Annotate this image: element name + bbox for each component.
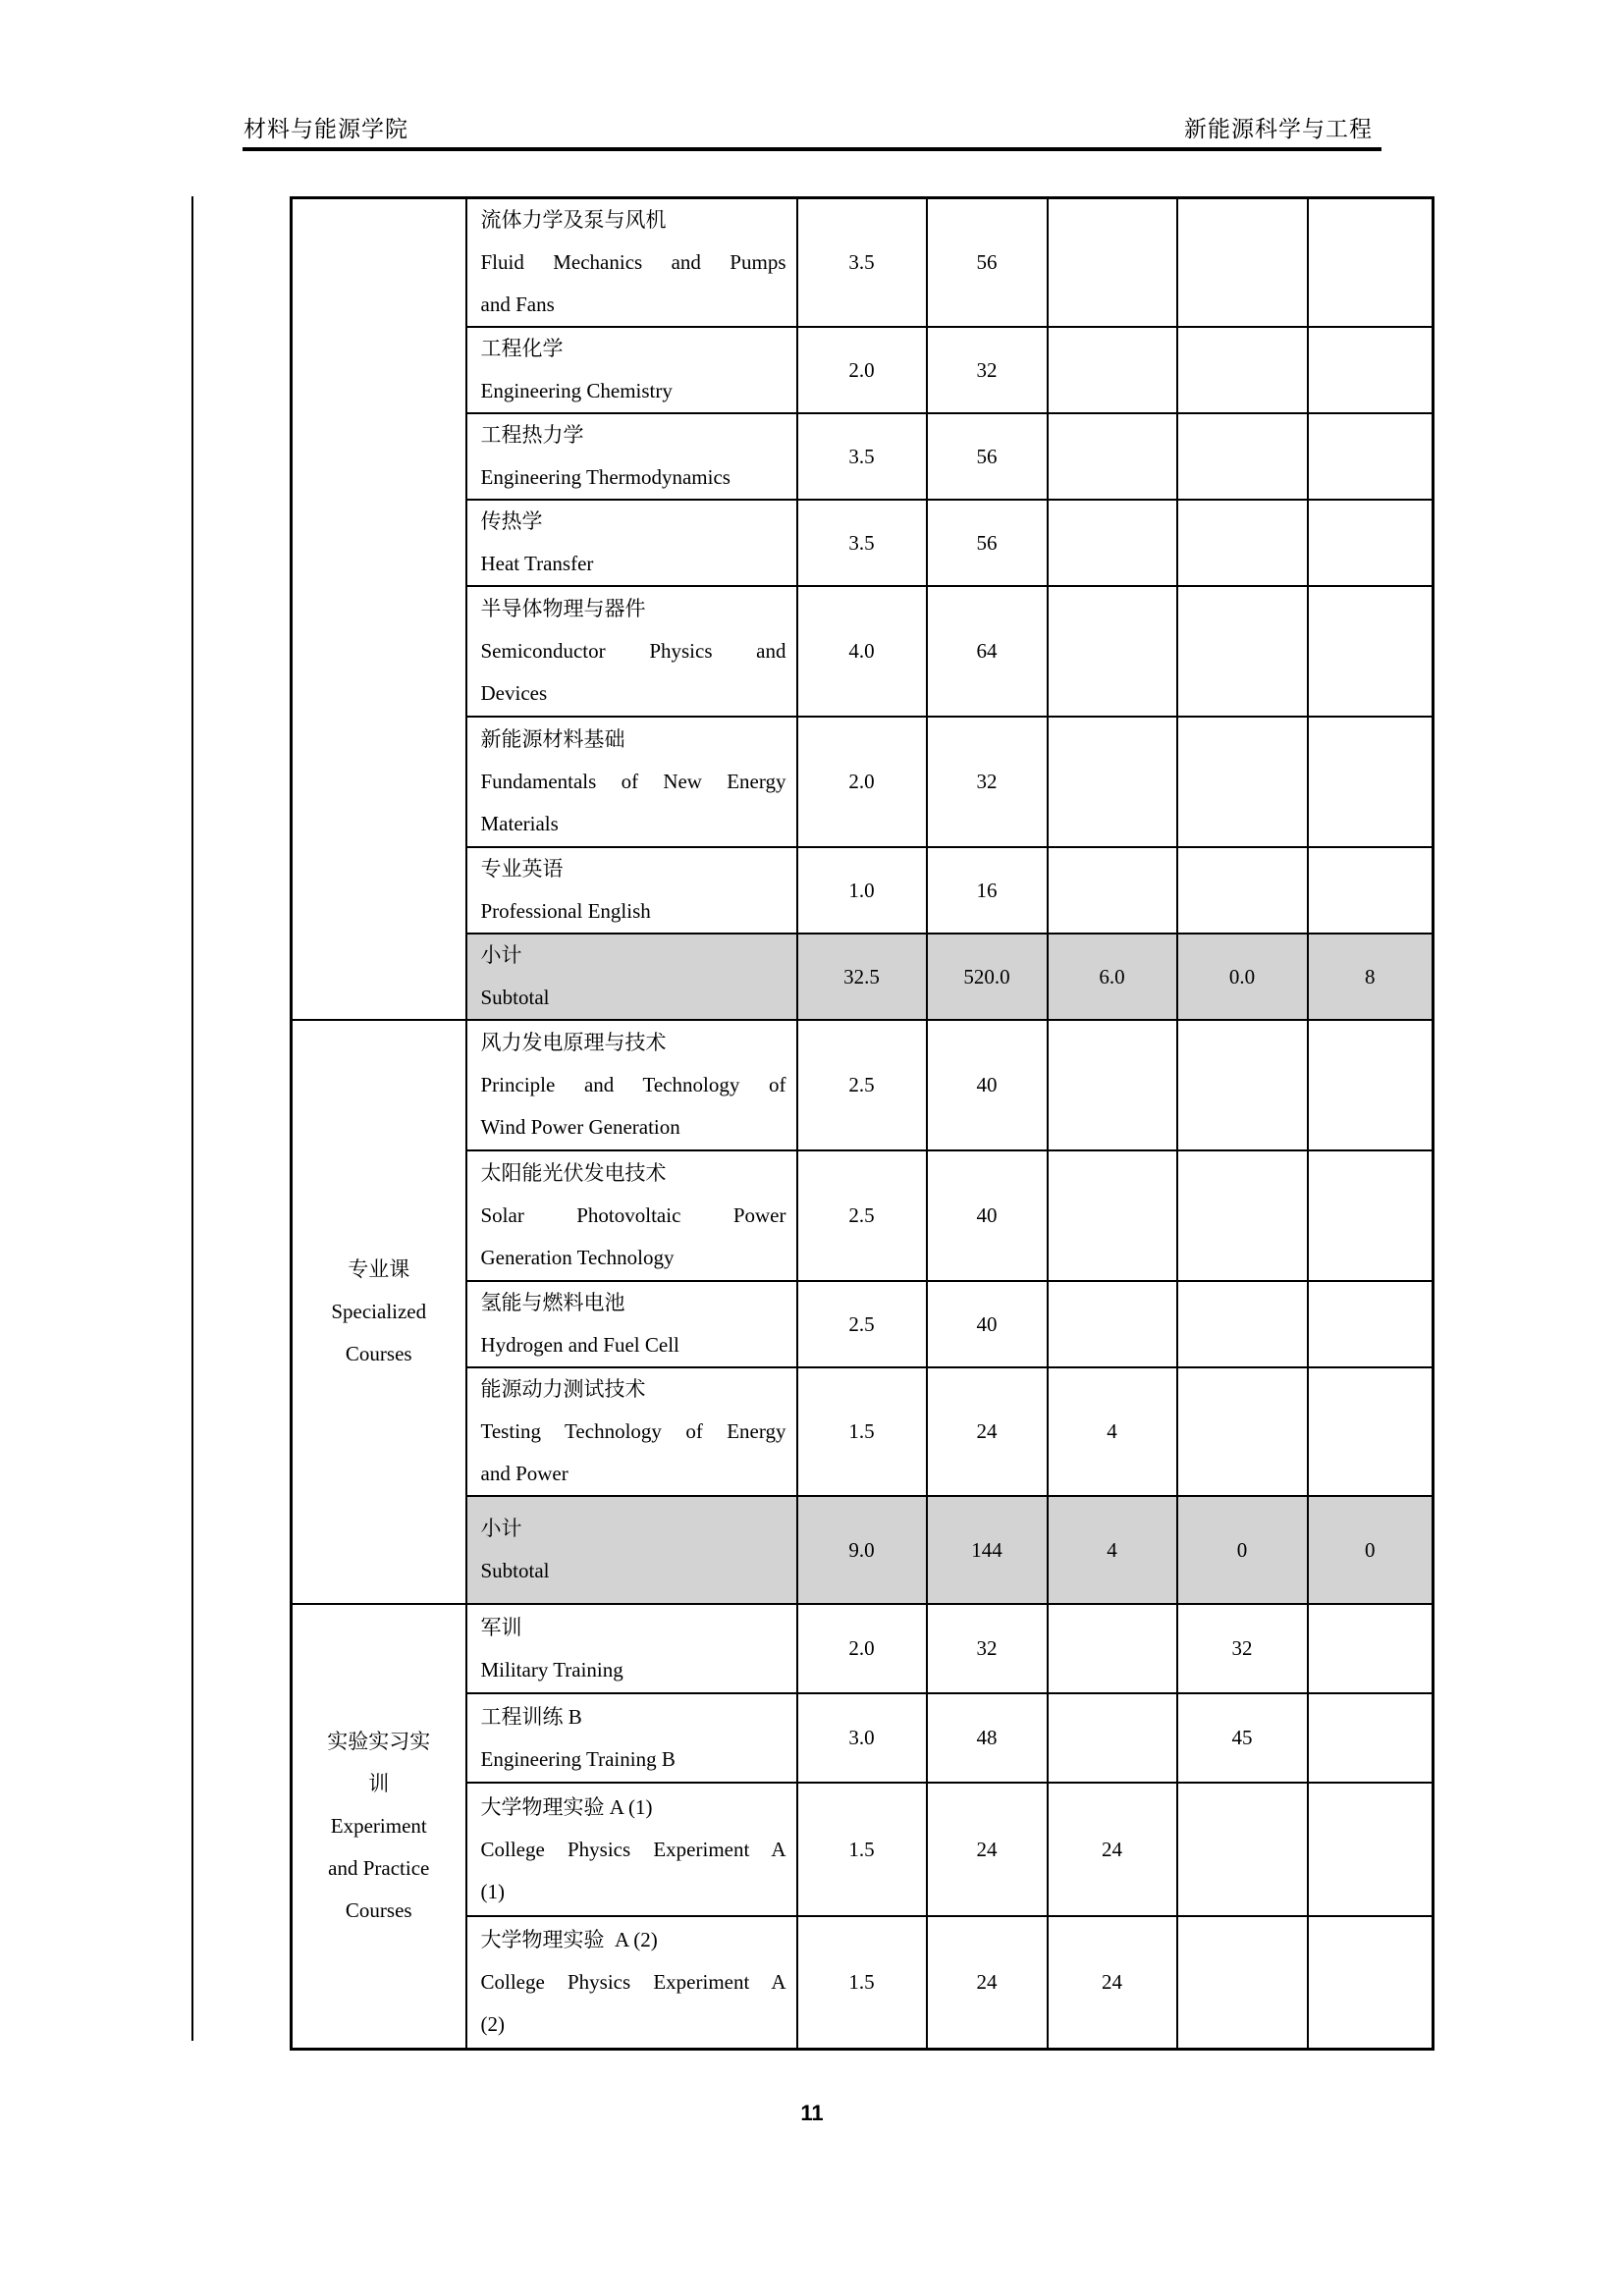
- value-cell: 40: [927, 1150, 1048, 1281]
- course-name-line: Solar Photovoltaic Power: [480, 1203, 786, 1227]
- value-cell: [1308, 1783, 1434, 1916]
- course-name-line: Subtotal: [480, 1559, 550, 1582]
- course-name-line: Heat Transfer: [480, 552, 594, 575]
- course-name-line: 氢能与燃料电池: [480, 1291, 625, 1314]
- value-cell: 24: [1048, 1783, 1177, 1916]
- value-cell: [1308, 586, 1434, 717]
- value-cell: 32: [927, 1604, 1048, 1693]
- value-cell: 40: [927, 1281, 1048, 1367]
- value-cell: 1.5: [797, 1916, 927, 2049]
- value-cell: [1308, 1367, 1434, 1496]
- value-cell: [1048, 500, 1177, 586]
- value-cell: 3.0: [797, 1693, 927, 1783]
- value-cell: [1177, 1281, 1308, 1367]
- value-cell: [1177, 847, 1308, 934]
- category-cell: [292, 1020, 466, 1604]
- value-cell: 2.0: [797, 717, 927, 847]
- value-cell: [1048, 1020, 1177, 1150]
- value-cell: 520.0: [927, 934, 1048, 1020]
- value-cell: 45: [1177, 1693, 1308, 1783]
- value-cell: 6.0: [1048, 934, 1177, 1020]
- value-cell: 48: [927, 1693, 1048, 1783]
- course-name-line: Engineering Chemistry: [480, 379, 673, 402]
- course-name-line: 大学物理实验 A (1): [480, 1794, 653, 1819]
- course-name-line: Principle and Technology of: [480, 1073, 786, 1096]
- course-name-line: (1): [480, 1879, 505, 1903]
- value-cell: [1308, 1150, 1434, 1281]
- course-name-line: 专业英语: [480, 857, 564, 881]
- course-name-line: Generation Technology: [480, 1246, 675, 1269]
- header-left-title: 材料与能源学院: [244, 117, 408, 141]
- value-cell: [1048, 1281, 1177, 1367]
- course-name-line: 工程热力学: [480, 423, 584, 447]
- value-cell: 24: [927, 1916, 1048, 2049]
- course-name-line: Wind Power Generation: [480, 1115, 680, 1139]
- value-cell: 16: [927, 847, 1048, 934]
- course-name-line: 工程训练 B: [480, 1704, 582, 1729]
- curriculum-table: [290, 196, 1435, 2051]
- course-name-line: 小计: [480, 943, 522, 967]
- course-name-cell: [466, 327, 797, 413]
- value-cell: 56: [927, 413, 1048, 500]
- value-cell: 144: [927, 1496, 1048, 1604]
- header-rule: [243, 147, 1381, 151]
- course-name-line: College Physics Experiment A: [480, 1969, 786, 1994]
- value-cell: 32: [927, 717, 1048, 847]
- value-cell: [1177, 1916, 1308, 2049]
- value-cell: 24: [1048, 1916, 1177, 2049]
- value-cell: 1.0: [797, 847, 927, 934]
- course-name-line: Military Training: [480, 1657, 623, 1682]
- value-cell: 0: [1177, 1496, 1308, 1604]
- course-name-line: Fluid Mechanics and Pumps: [480, 250, 786, 274]
- value-cell: [1177, 1150, 1308, 1281]
- value-cell: 24: [927, 1367, 1048, 1496]
- value-cell: [1048, 717, 1177, 847]
- course-name-cell: [466, 586, 797, 717]
- course-name-line: Hydrogen and Fuel Cell: [480, 1333, 679, 1357]
- course-name-cell: [466, 198, 797, 328]
- value-cell: [1308, 1020, 1434, 1150]
- course-name-line: Engineering Training B: [480, 1746, 676, 1771]
- course-name-line: 军训: [480, 1615, 522, 1639]
- category-label-line: Experiment: [330, 1813, 427, 1838]
- course-name-line: Materials: [480, 812, 559, 835]
- course-name-cell: [466, 1783, 797, 1916]
- course-row: [292, 1020, 1434, 1150]
- value-cell: [1177, 586, 1308, 717]
- course-name-line: 小计: [480, 1517, 522, 1540]
- value-cell: 2.5: [797, 1020, 927, 1150]
- value-cell: 8: [1308, 934, 1434, 1020]
- value-cell: 2.5: [797, 1281, 927, 1367]
- course-name-cell: [466, 500, 797, 586]
- course-name-line: Engineering Thermodynamics: [480, 465, 731, 489]
- course-name-line: 太阳能光伏发电技术: [480, 1161, 667, 1185]
- header-right-title: 新能源科学与工程: [1184, 117, 1373, 141]
- value-cell: 4.0: [797, 586, 927, 717]
- course-name-line: 能源动力测试技术: [480, 1377, 646, 1401]
- course-name-cell: [466, 1604, 797, 1693]
- value-cell: 1.5: [797, 1783, 927, 1916]
- value-cell: [1048, 847, 1177, 934]
- course-row: [292, 198, 1434, 328]
- category-label-line: 实验实习实: [327, 1729, 431, 1753]
- subtotal-label-cell: [466, 1496, 797, 1604]
- value-cell: [1308, 1916, 1434, 2049]
- course-name-line: Testing Technology of Energy: [480, 1419, 786, 1443]
- value-cell: 3.5: [797, 413, 927, 500]
- value-cell: 2.0: [797, 1604, 927, 1693]
- course-name-line: College Physics Experiment A: [480, 1837, 786, 1861]
- value-cell: [1048, 1604, 1177, 1693]
- page-number: 11: [800, 2101, 824, 2125]
- category-label-line: and Practice: [328, 1855, 430, 1880]
- value-cell: [1308, 847, 1434, 934]
- value-cell: 3.5: [797, 500, 927, 586]
- value-cell: 40: [927, 1020, 1048, 1150]
- left-margin-line: [191, 196, 193, 2041]
- value-cell: [1048, 1693, 1177, 1783]
- value-cell: 9.0: [797, 1496, 927, 1604]
- value-cell: [1308, 1281, 1434, 1367]
- course-name-cell: [466, 1916, 797, 2049]
- value-cell: [1177, 198, 1308, 328]
- value-cell: 32.5: [797, 934, 927, 1020]
- course-name-line: Subtotal: [480, 986, 550, 1009]
- course-name-line: Fundamentals of New Energy: [480, 770, 786, 793]
- value-cell: 32: [1177, 1604, 1308, 1693]
- value-cell: 0.0: [1177, 934, 1308, 1020]
- value-cell: 32: [927, 327, 1048, 413]
- value-cell: [1048, 327, 1177, 413]
- value-cell: [1048, 198, 1177, 328]
- value-cell: [1177, 717, 1308, 847]
- value-cell: [1177, 1020, 1308, 1150]
- value-cell: 1.5: [797, 1367, 927, 1496]
- value-cell: [1308, 500, 1434, 586]
- value-cell: [1308, 198, 1434, 328]
- course-name-line: (2): [480, 2011, 505, 2036]
- value-cell: [1308, 1604, 1434, 1693]
- value-cell: 2.0: [797, 327, 927, 413]
- value-cell: 3.5: [797, 198, 927, 328]
- course-name-line: 大学物理实验 A (2): [480, 1927, 658, 1951]
- value-cell: [1308, 327, 1434, 413]
- value-cell: 2.5: [797, 1150, 927, 1281]
- category-cell: [292, 198, 466, 1021]
- course-name-cell: [466, 1281, 797, 1367]
- value-cell: 4: [1048, 1367, 1177, 1496]
- course-name-cell: [466, 717, 797, 847]
- value-cell: 64: [927, 586, 1048, 717]
- course-name-cell: [466, 1150, 797, 1281]
- curriculum-table-body: [292, 198, 1434, 2050]
- value-cell: [1048, 1150, 1177, 1281]
- course-name-cell: [466, 1367, 797, 1496]
- course-name-line: 流体力学及泵与风机: [480, 208, 667, 232]
- course-name-line: Devices: [480, 681, 548, 705]
- course-name-line: Semiconductor Physics and: [480, 639, 786, 663]
- value-cell: [1177, 1367, 1308, 1496]
- course-name-line: 传热学: [480, 509, 543, 533]
- category-label-line: Specialized: [331, 1300, 427, 1323]
- value-cell: [1048, 413, 1177, 500]
- category-label-line: Courses: [345, 1342, 412, 1365]
- value-cell: [1048, 586, 1177, 717]
- value-cell: [1177, 500, 1308, 586]
- value-cell: [1177, 413, 1308, 500]
- value-cell: [1177, 1783, 1308, 1916]
- value-cell: [1308, 1693, 1434, 1783]
- course-name-line: and Fans: [480, 293, 555, 316]
- course-name-line: Professional English: [480, 899, 651, 923]
- value-cell: 56: [927, 500, 1048, 586]
- value-cell: 56: [927, 198, 1048, 328]
- course-name-line: 新能源材料基础: [480, 727, 625, 751]
- course-name-line: 半导体物理与器件: [480, 597, 646, 620]
- course-name-cell: [466, 1693, 797, 1783]
- value-cell: [1308, 717, 1434, 847]
- category-cell: [292, 1604, 466, 2049]
- category-label-line: 专业课: [348, 1257, 410, 1281]
- value-cell: 4: [1048, 1496, 1177, 1604]
- value-cell: [1177, 327, 1308, 413]
- subtotal-label-cell: [466, 934, 797, 1020]
- value-cell: [1308, 413, 1434, 500]
- value-cell: 24: [927, 1783, 1048, 1916]
- course-name-cell: [466, 847, 797, 934]
- course-row: [292, 1604, 1434, 1693]
- category-label-line: 训: [368, 1771, 390, 1795]
- category-label-line: Courses: [345, 1897, 412, 1922]
- course-name-cell: [466, 413, 797, 500]
- course-name-line: and Power: [480, 1462, 568, 1485]
- value-cell: 0: [1308, 1496, 1434, 1604]
- course-name-line: 工程化学: [480, 337, 564, 360]
- course-name-cell: [466, 1020, 797, 1150]
- course-name-line: 风力发电原理与技术: [480, 1031, 667, 1054]
